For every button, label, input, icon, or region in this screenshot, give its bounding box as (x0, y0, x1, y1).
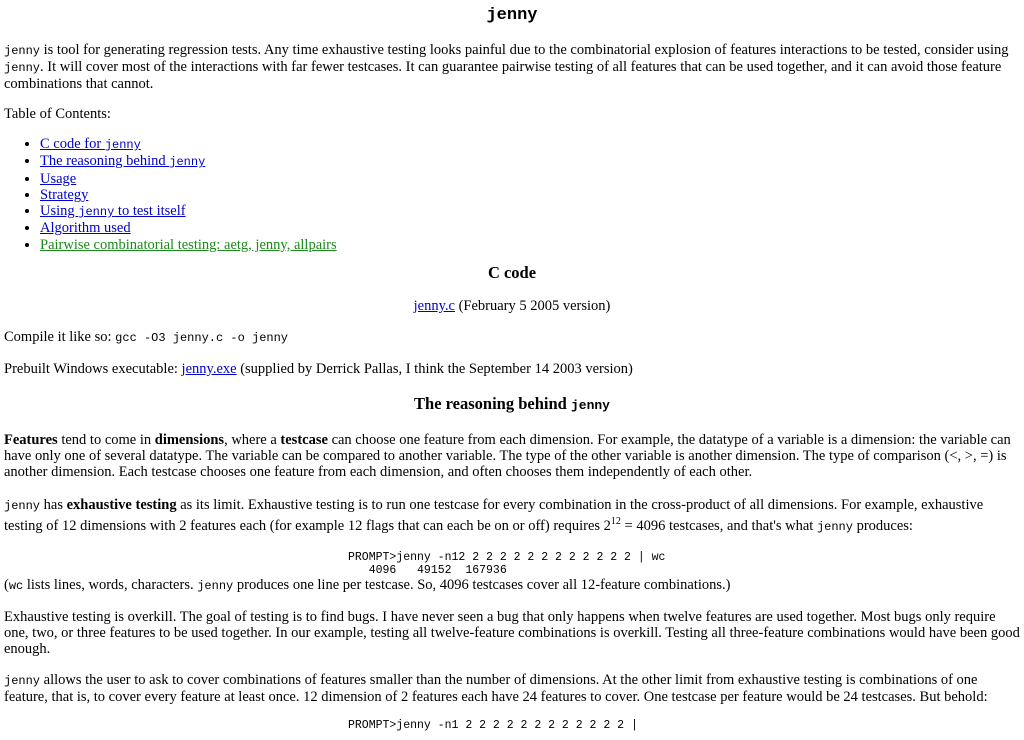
toc-item-usage (40, 171, 1020, 187)
code-example-exhaustive: PROMPT>jenny -n12 2 2 2 2 2 2 2 2 2 2 2 2 | wc 4096 49152 167936 (348, 551, 666, 578)
reasoning-paragraph-2: jenny has exhaustive testing as its limit. Exhaustive testing is to run one testcase for every combination in the cross-product of all dimensions. For example, exhaustive testing of 12 dimensions with 2 features each (for example 12 flags that can each be on or off) requires $2^{12} = 4096$ testcases, and that's what jenny produces: (4, 497, 984, 535)
toc-link-algorithm[interactable]: Algorithm used (40, 220, 131, 237)
toc-item-c-code (40, 136, 1020, 153)
toc-link-usage[interactable]: Usage (40, 170, 77, 187)
section-heading-c-code: C code (487, 263, 537, 283)
reasoning-paragraph-3: (wc lists lines, words, characters. jenny produces one line per testcase. So, 4096 testcases cover all 12-feature combinations.) (4, 577, 731, 594)
c-file-line: jenny.c (February 5 2005 version) (413, 298, 611, 315)
code-example-single: PROMPT>jenny -n1 2 2 2 2 2 2 2 2 2 2 2 2 | (348, 719, 638, 733)
toc-link-reasoning[interactable]: The reasoning behind jenny (40, 153, 206, 170)
toc-item-pairwise (40, 237, 1020, 253)
toc-link-c-code[interactable]: C code for jenny (40, 136, 141, 152)
compile-line: Compile it like so: gcc -O3 jenny.c -o jenny (4, 329, 288, 346)
toc-link-pairwise[interactable]: Pairwise combinatorial testing: aetg, jenny, allpairs (40, 236, 337, 253)
jenny-exe-link[interactable]: jenny.exe (181, 361, 237, 378)
reasoning-paragraph-5: jenny allows the user to ask to cover combinations of features smaller than the number of dimensions. At the other limit from exhaustive testing is combinations of one feature, that is, to cover every feature at least once. 12 dimension of 2 features each have 24 features to cover. One testcase per feature would be 24 testcases. But behold: (4, 672, 988, 706)
toc-label: Table of Contents: (4, 106, 111, 122)
toc-link-strategy[interactable]: Strategy (40, 186, 89, 203)
toc-item-strategy (40, 187, 1020, 203)
document (0, 6, 1024, 732)
table-of-contents (4, 136, 1020, 253)
jenny-c-link[interactable]: jenny.c (413, 298, 455, 315)
toc-item-reasoning (40, 153, 1020, 170)
page-title: jenny (486, 6, 538, 25)
intro-paragraph: jenny is tool for generating regression tests. Any time exhaustive testing looks painful due to the combinatorial explosion of features interactions to be tested, consider using jenny. It will cover most of the interactions with far fewer testcases. It can guarantee pairwise testing of all features that can be used together, and it can avoid those feature combinations that cannot. (4, 42, 1009, 92)
section-heading-reasoning: The reasoning behind jenny (414, 394, 610, 414)
toc-link-test-itself[interactable]: Using jenny to test itself (40, 203, 186, 220)
reasoning-paragraph-1: Features tend to come in dimensions, where a testcase can choose one feature from each dimension. For example, the datatype of a variable is a dimension: the variable can have only one of several datatype. The variable can be compared to another variable. The type of the other variable is another dimension. The type of comparison (<, >, =) is another dimension. Each testcase chooses one feature from each dimension, and often chooses them independently of each other. (4, 432, 1011, 481)
toc-item-algorithm (40, 220, 1020, 236)
prebuilt-line: Prebuilt Windows executable: jenny.exe (supplied by Derrick Pallas, I think the September 14 2003 version) (4, 361, 633, 378)
toc-item-test-itself (40, 203, 1020, 220)
reasoning-paragraph-4: Exhaustive testing is overkill. The goal of testing is to find bugs. I have never seen a bug that only happens when twelve features are used together. Most bugs only require one, two, or three features to be used together. In our example, testing all twelve-feature combinations is overkill. Testing all three-feature combinations would have been good enough. (4, 609, 1020, 658)
